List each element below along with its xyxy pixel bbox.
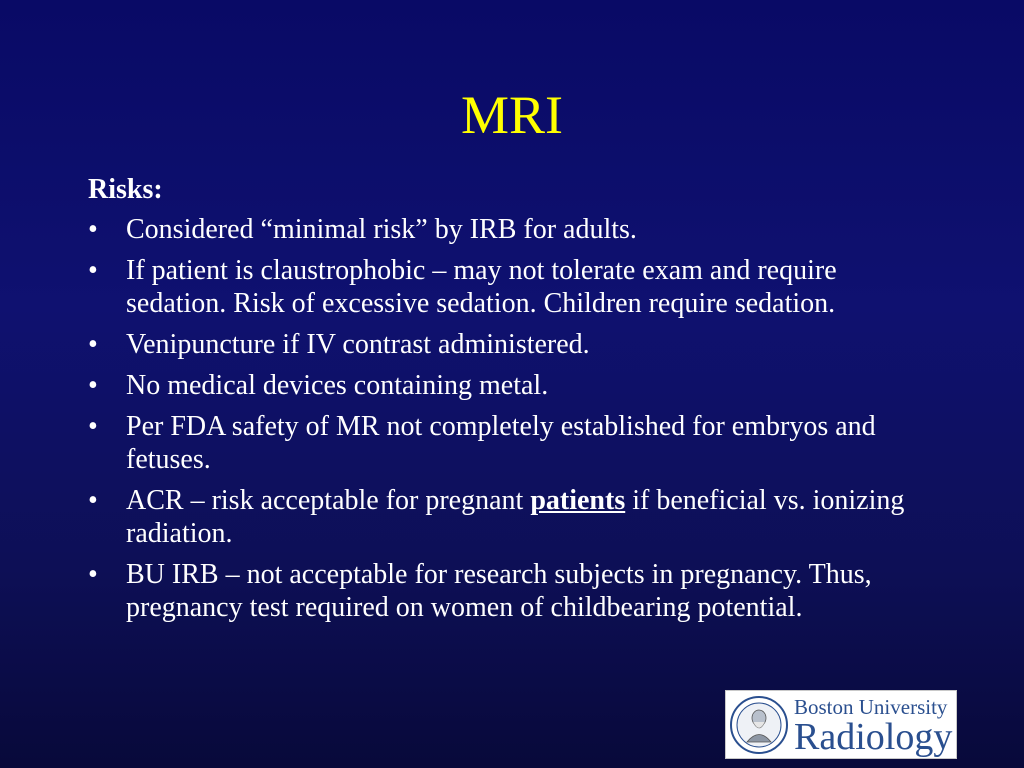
bullet-item	[88, 328, 923, 361]
bullet-marker: •	[88, 255, 98, 286]
bullet-text-part: if beneficial vs. ionizing radiation.	[126, 485, 905, 549]
risks-heading: Risks:	[88, 174, 163, 205]
bullet-item	[88, 410, 923, 476]
bullet-text: Per FDA safety of MR not completely established for embryos and fetuses.	[126, 411, 876, 475]
bullet-text	[126, 485, 904, 549]
bullet-marker: •	[88, 214, 98, 245]
bullet-item	[88, 213, 923, 246]
bullet-item	[88, 254, 923, 320]
emphasized-word: patients	[530, 485, 626, 516]
bullet-text: No medical devices containing metal.	[126, 370, 549, 401]
bullet-text: Venipuncture if IV contrast administered.	[126, 329, 590, 360]
logo-department-name: Radiology	[794, 716, 953, 758]
bullet-item	[88, 369, 923, 402]
bullet-text: If patient is claustrophobic – may not tolerate exam and require sedation. Risk of excessive sedation. Children require sedation.	[126, 255, 837, 319]
university-seal-icon	[729, 694, 789, 756]
bullet-item	[88, 484, 923, 550]
bullet-marker: •	[88, 370, 98, 401]
risk-bullet-list	[88, 213, 923, 632]
bullet-marker: •	[88, 485, 98, 516]
bullet-marker: •	[88, 559, 98, 590]
bullet-text-part: ACR – risk acceptable for pregnant	[126, 485, 531, 516]
bullet-item	[88, 558, 923, 624]
slide-title: MRI	[460, 85, 563, 145]
logo-university-name: Boston University	[794, 695, 948, 719]
bullet-marker: •	[88, 411, 98, 442]
bullet-marker: •	[88, 329, 98, 360]
bullet-text: BU IRB – not acceptable for research subjects in pregnancy. Thus, pregnancy test required on women of childbearing potential.	[126, 559, 872, 623]
bullet-text: Considered “minimal risk” by IRB for adults.	[126, 214, 637, 245]
boston-university-radiology-logo	[725, 690, 957, 759]
